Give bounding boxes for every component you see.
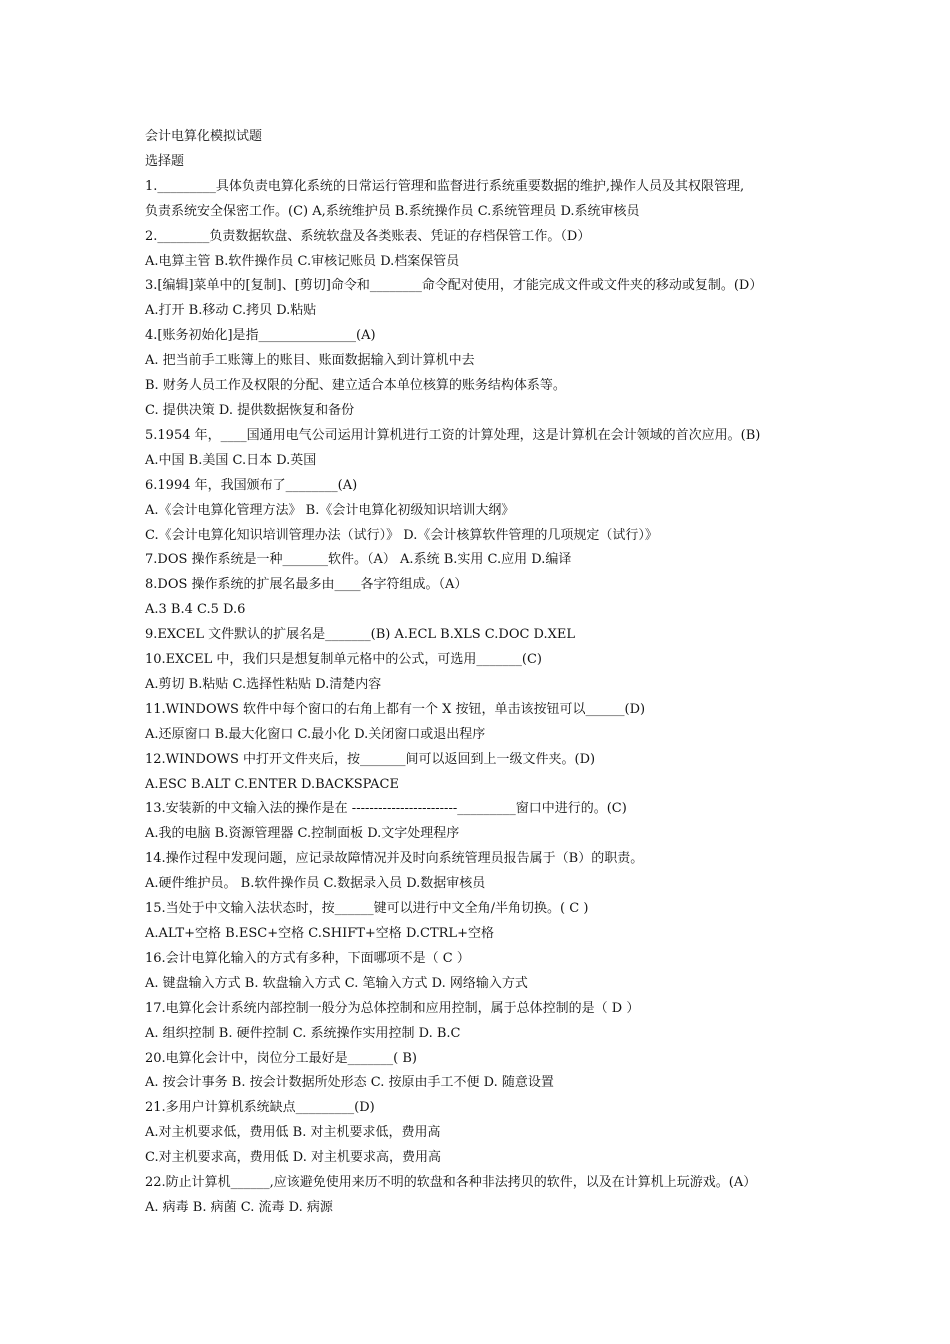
text-line: A. 按会计事务 B. 按会计数据所处形态 C. 按原由手工不便 D. 随意设置 bbox=[145, 1075, 554, 1091]
text-line: C.《会计电算化知识培训管理办法（试行）》 D.《会计核算软件管理的几项规定（试行）》 bbox=[145, 527, 658, 543]
text-line: 10.EXCEL 中，我们只是想复制单元格中的公式，可选用_______(C) bbox=[145, 652, 542, 668]
text-line: C. 提供决策 D. 提供数据恢复和备份 bbox=[145, 402, 355, 418]
text-line: C.对主机要求高，费用低 D. 对主机要求高，费用高 bbox=[145, 1150, 441, 1166]
text-line: A.ALT+空格 B.ESC+空格 C.SHIFT+空格 D.CTRL+空格 bbox=[145, 926, 494, 941]
text-line: 8.DOS 操作系统的扩展名最多由____各字符组成。（A） bbox=[145, 577, 468, 593]
text-line: A.中国 B.美国 C.日本 D.英国 bbox=[145, 452, 317, 468]
text-line: 5.1954 年，____国通用电气公司运用计算机进行工资的计算处理，这是计算机在会计领域的首次应用。(B) bbox=[145, 427, 761, 443]
text-line: A.ESC B.ALT C.ENTER D.BACKSPACE bbox=[145, 776, 399, 792]
text-line: A.打开 B.移动 C.拷贝 D.粘贴 bbox=[145, 303, 317, 319]
text-line: A.还原窗口 B.最大化窗口 C.最小化 D.关闭窗口或退出程序 bbox=[145, 726, 486, 742]
text-line: 14.操作过程中发现问题，应记录故障情况并及时向系统管理员报告属于（B）的职责。 bbox=[145, 851, 644, 867]
text-line: 2.________负责数据软盘、系统软盘及各类账表、凭证的存档保管工作。（D） bbox=[145, 228, 591, 244]
text-line: A.3 B.4 C.5 D.6 bbox=[145, 602, 246, 618]
text-line: 11.WINDOWS 软件中每个窗口的右角上都有一个 X 按钮，单击该按钮可以______(D) bbox=[145, 701, 646, 717]
text-line: 17.电算化会计系统内部控制一般分为总体控制和应用控制，属于总体控制的是（ D ） bbox=[145, 1000, 640, 1016]
text-line: 7.DOS 操作系统是一种_______软件。（A） A.系统 B.实用 C.应用 D.编译 bbox=[145, 552, 572, 568]
text-line: 4.[账务初始化]是指_______________(A) bbox=[145, 328, 376, 344]
text-line: 9.EXCEL 文件默认的扩展名是_______(B) A.ECL B.XLS C.DOC D.XEL bbox=[145, 627, 576, 643]
text-line: 负责系统安全保密工作。(C) A,系统维护员 B.系统操作员 C.系统管理员 D.系统审核员 bbox=[145, 203, 640, 219]
text-line: A. 组织控制 B. 硬件控制 C. 系统操作实用控制 D. B.C bbox=[145, 1025, 461, 1041]
text-line: A.剪切 B.粘贴 C.选择性粘贴 D.清楚内容 bbox=[145, 676, 382, 692]
text-line: B. 财务人员工作及权限的分配、建立适合本单位核算的账务结构体系等。 bbox=[145, 378, 566, 394]
section-heading: 选择题 bbox=[145, 153, 185, 169]
text-line: 3.[编辑]菜单中的[复制]、[剪切]命令和________命令配对使用，才能完成文件或文件夹的移动或复制。(D） bbox=[145, 278, 763, 294]
text-line: 21.多用户计算机系统缺点_________(D) bbox=[145, 1100, 375, 1116]
text-line: A. 键盘输入方式 B. 软盘输入方式 C. 笔输入方式 D. 网络输入方式 bbox=[145, 975, 528, 991]
text-line: 20.电算化会计中，岗位分工最好是_______( B) bbox=[145, 1050, 418, 1066]
text-line: A.电算主管 B.软件操作员 C.审核记账员 D.档案保管员 bbox=[145, 253, 460, 269]
text-line: A.硬件维护员。 B.软件操作员 C.数据录入员 D.数据审核员 bbox=[145, 876, 486, 892]
document-body bbox=[145, 125, 825, 1221]
document-title: 会计电算化模拟试题 bbox=[145, 129, 263, 144]
text-line: 1._________具体负责电算化系统的日常运行管理和监督进行系统重要数据的维护,操作人员及其权限管理, bbox=[145, 178, 745, 194]
text-line: A.我的电脑 B.资源管理器 C.控制面板 D.文字处理程序 bbox=[145, 826, 460, 842]
text-line: 13.安装新的中文输入法的操作是在 ------------------------_________窗口中进行的。(C) bbox=[145, 801, 627, 817]
question-list bbox=[145, 175, 825, 1221]
text-line: A.对主机要求低，费用低 B. 对主机要求低，费用高 bbox=[145, 1125, 441, 1141]
text-line: 12.WINDOWS 中打开文件夹后，按_______间可以返回到上一级文件夹。(D) bbox=[145, 751, 596, 767]
text-line: 16.会计电算化输入的方式有多种，下面哪项不是（ C ） bbox=[145, 950, 470, 966]
text-line: A. 把当前手工账簿上的账目、账面数据输入到计算机中去 bbox=[145, 353, 475, 369]
text-line: A.《会计电算化管理方法》 B.《会计电算化初级知识培训大纲》 bbox=[145, 502, 515, 518]
text-line: 22.防止计算机______,应该避免使用来历不明的软盘和各种非法拷贝的软件，以及在计算机上玩游戏。(A） bbox=[145, 1175, 757, 1191]
text-line: A. 病毒 B. 病菌 C. 流毒 D. 病源 bbox=[145, 1199, 333, 1215]
text-line: 6.1994 年，我国颁布了________(A) bbox=[145, 477, 358, 493]
text-line: 15.当处于中文输入法状态时，按______键可以进行中文全角/半角切换。( C ) bbox=[145, 901, 589, 917]
